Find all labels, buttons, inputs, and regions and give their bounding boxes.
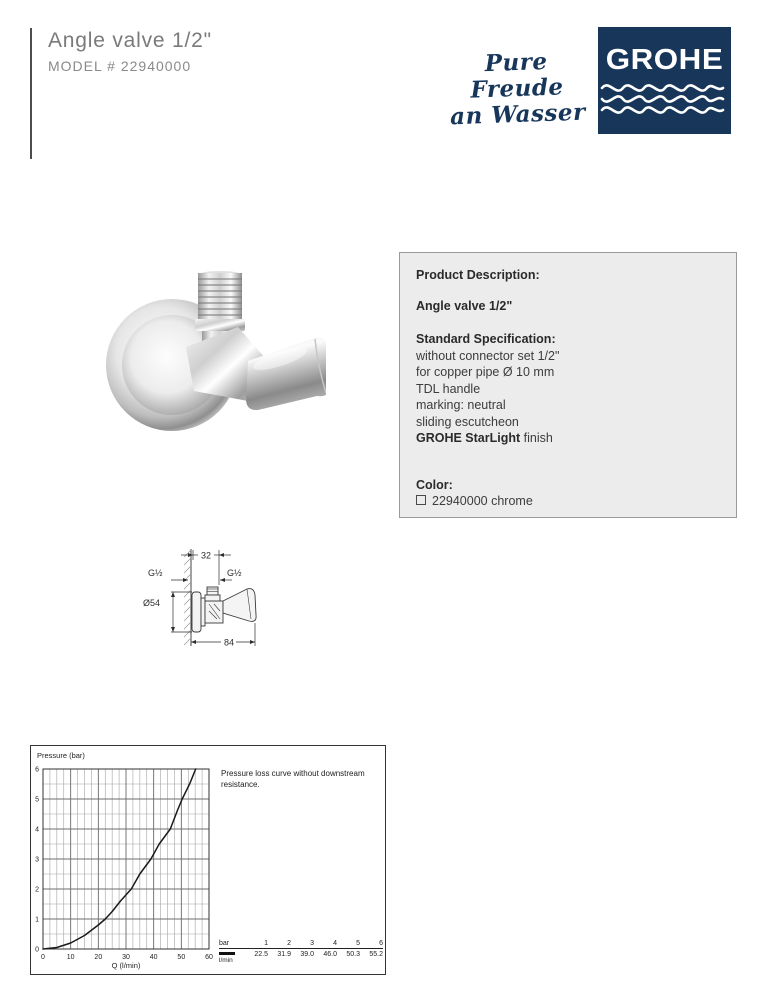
svg-text:60: 60 [205,954,213,961]
product-description-box [399,252,737,518]
svg-text:0: 0 [41,954,45,961]
title-rule [30,28,32,159]
svg-text:10: 10 [66,954,75,961]
thread-left-label: G½ [148,568,163,578]
spec-line: sliding escutcheon [416,414,519,429]
color-heading: Color: [416,477,453,492]
svg-text:4: 4 [35,826,39,834]
product-photo [98,263,326,455]
spec-heading: Standard Specification: [416,332,556,346]
brand-tagline [445,48,590,131]
svg-text:40: 40 [149,954,158,961]
dim-84-label: 84 [224,637,235,648]
curve-line-sample-icon [219,952,235,955]
svg-text:20: 20 [94,954,103,961]
flow-value: 22.5 [254,951,268,958]
bar-value: 3 [310,940,314,947]
flow-table-key [219,951,245,964]
product-name: Angle valve 1/2" [416,298,513,313]
water-waves-icon [598,79,731,121]
bar-value: 5 [356,940,360,947]
finish-rest: finish [520,431,553,445]
svg-text:5: 5 [35,796,39,804]
chart-annotation: Pressure loss curve without downstream resistance. [221,769,365,790]
svg-text:0: 0 [35,946,39,954]
description-heading: Product Description: [416,268,540,282]
bar-value: 1 [264,940,268,947]
finish-line [416,430,720,447]
spec-line: without connector set 1/2" [416,348,560,363]
flow-value: 46.0 [323,951,337,958]
flow-rate-table [219,940,383,964]
color-option-label: 22940000 chrome [432,494,533,508]
spec-line: TDL handle [416,381,481,396]
flow-value: 55.2 [369,951,383,958]
svg-text:50: 50 [177,954,186,961]
brand-tagline-line1: Pure Freude [469,47,564,104]
svg-text:1: 1 [35,916,39,924]
grohe-logo [598,27,731,134]
svg-text:2: 2 [35,886,39,894]
chart-x-axis-label: Q (l/min) [111,961,141,970]
svg-text:30: 30 [122,954,130,961]
checkbox-icon [416,495,426,505]
bar-value: 6 [379,940,383,947]
flow-table-divider [219,948,383,949]
model-number: MODEL # 22940000 [48,58,192,74]
flow-table-unit-label: l/min [219,957,233,964]
finish-name: GROHE StarLight [416,431,521,445]
spec-line: marking: neutral [416,398,506,412]
flow-value: 39.0 [300,951,314,958]
bar-value: 2 [287,940,291,947]
thread-right-label: G½ [227,568,242,578]
dim-32-label: 32 [201,550,212,561]
flow-table-bar-label: bar [219,940,230,947]
flow-value: 50.3 [346,951,360,958]
tech-drawing [135,545,275,650]
bar-value: 4 [333,940,337,947]
spec-line: for copper pipe Ø 10 mm [416,365,555,379]
flow-value: 31.9 [277,951,291,958]
pressure-chart [30,745,386,975]
flow-table-flow-row [219,951,383,964]
svg-text:6: 6 [35,766,39,774]
flow-table-bar-row [219,940,383,947]
chart-y-axis-label: Pressure (bar) [37,751,85,760]
grohe-logo-text: GROHE [605,44,724,76]
brand-tagline-line2: an Wasser [449,98,587,131]
color-option-row [416,493,720,510]
svg-text:3: 3 [35,856,39,864]
diameter-label: Ø54 [143,598,161,608]
page-title: Angle valve 1/2" [48,29,212,52]
